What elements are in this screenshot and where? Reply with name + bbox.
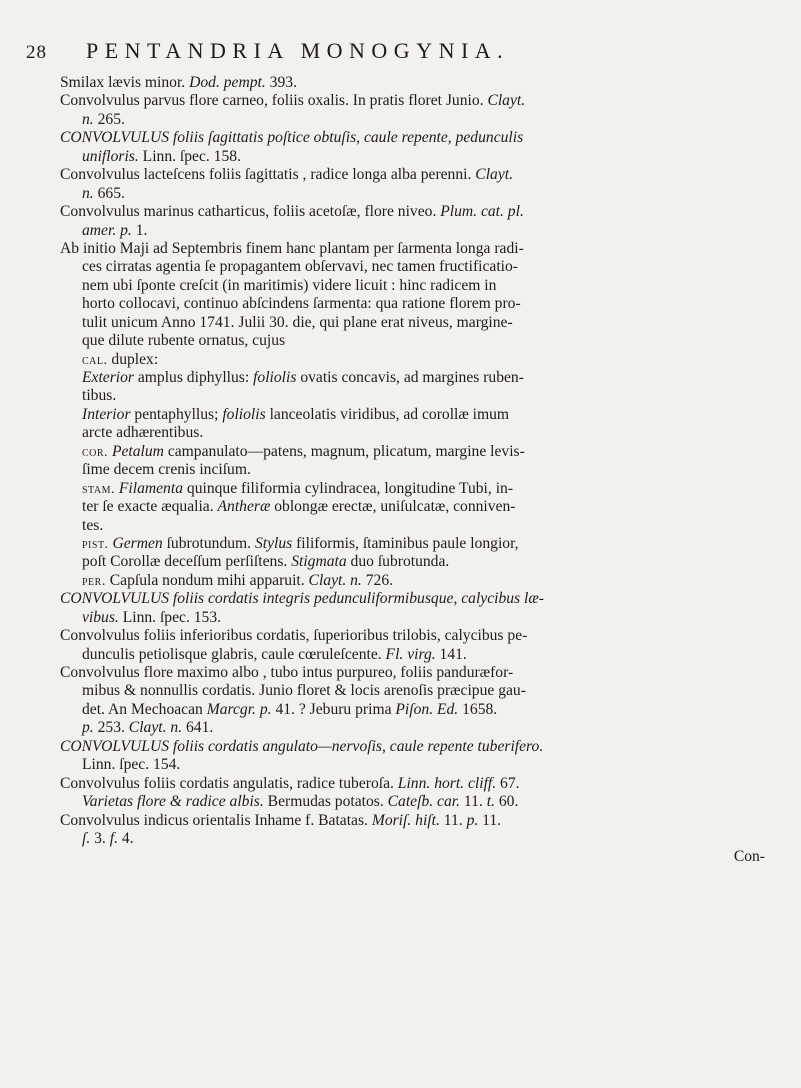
text-segment: , [447, 129, 456, 147]
text-segment: mibus & nonnullis cordatis. Junio floret & locis arenoſis præcipue gau- [82, 682, 526, 700]
text-segment: filiformis, ſtaminibus paule longior, [292, 534, 519, 552]
italic-text: Moriſ. hiſt. [371, 811, 440, 829]
text-segment: 11. [478, 811, 502, 829]
italic-text: Dod. pempt. [189, 74, 266, 91]
text-line [60, 369, 765, 387]
italic-text: CONVOLVULUS [60, 129, 169, 147]
text-line [60, 830, 765, 848]
italic-text: Varietas flore & radice albis. [82, 793, 264, 811]
italic-text: vibus. [82, 608, 119, 626]
text-segment: Convolvulus lacteſcens foliis ſagittatis , radice longa alba perenni. [60, 166, 476, 184]
text-segment: , [356, 129, 364, 147]
italic-text: f. [109, 829, 118, 847]
italic-text: foliis ſagittatis poſtice obtuſis [169, 129, 357, 147]
text-segment: Convolvulus parvus flore carneo, foliis oxalis. In pratis floret Junio. [60, 92, 488, 110]
italic-text: caule repente tuberifero. [389, 737, 544, 755]
text-line [60, 793, 765, 811]
italic-text: Fl. virg. [385, 645, 436, 663]
smallcaps-label: pist. [82, 536, 109, 552]
text-segment: Ab initio Maji ad Septembris finem hanc plantam per ſarmenta longa radi- [60, 239, 524, 257]
text-segment: ſubrotundum. [162, 534, 255, 552]
text-line [60, 627, 765, 645]
text-segment: tes. [82, 516, 104, 534]
text-segment: 4. [117, 829, 134, 847]
text-line [60, 664, 765, 682]
text-segment: nem ubi ſponte creſcit (in maritimis) videre licuit : hinc radicem in [82, 276, 497, 294]
text-segment: ces cirratas agentia ſe propagantem obſervavi, nec tamen fructificatio- [82, 258, 518, 276]
text-line [60, 277, 765, 295]
text-line [60, 498, 765, 516]
text-segment: tibus. [82, 387, 117, 405]
text-line [60, 258, 765, 276]
text-line [60, 646, 765, 664]
text-line [60, 775, 765, 793]
text-segment: Convolvulus marinus catharticus, foliis acetoſæ, flore niveo. [60, 203, 441, 221]
italic-text: CONVOLVULUS [60, 590, 169, 608]
text-segment: 726. [361, 571, 394, 589]
text-segment: 11. [460, 793, 487, 811]
text-segment: ovatis concavis, ad margines ruben- [296, 369, 524, 386]
italic-text: Clayt. n. [128, 719, 183, 737]
text-segment: ter ſe exacte æqualia. [82, 498, 218, 516]
italic-text: Marcgr. p. [206, 700, 272, 718]
text-line [60, 553, 765, 571]
text-segment: 1658. [458, 700, 498, 718]
text-segment: campanulato—patens, magnum, plicatum, margine levis- [163, 442, 525, 460]
text-segment: Convolvulus foliis cordatis angulatis, radice tuberoſa. [60, 774, 398, 792]
page-body [60, 74, 765, 867]
text-line [60, 701, 765, 719]
text-segment: quinque filiformia cylindracea, longitudine Tubi, in- [183, 479, 514, 497]
text-segment: duplex: [107, 350, 159, 368]
page-number: 28 [26, 42, 47, 63]
text-line [60, 461, 765, 479]
text-segment: Capſula nondum mihi apparuit. [105, 571, 309, 589]
text-line [60, 682, 765, 700]
text-segment: Convolvulus foliis inferioribus cordatis, ſuperioribus trilobis, calycibus pe- [60, 627, 528, 645]
italic-text: Clayt. n. [308, 571, 362, 589]
italic-text: foliis cordatis angulato—nervoſis [169, 737, 382, 755]
text-segment: Linn. ſpec. 158. [138, 147, 241, 165]
text-line [60, 572, 765, 590]
text-line [60, 517, 765, 535]
text-line [60, 148, 765, 166]
text-segment: 60. [494, 793, 519, 811]
italic-text: p. [466, 811, 479, 829]
text-line [60, 738, 765, 756]
text-segment: Linn. ſpec. 153. [118, 608, 222, 626]
italic-text: amer. p. [82, 221, 132, 239]
italic-text: foliolis [253, 369, 297, 386]
italic-text: n. [82, 184, 94, 202]
text-segment: 253. [93, 719, 129, 737]
text-segment: dunculis petiolisque glabris, caule cœruleſcente. [82, 645, 386, 663]
text-segment: lanceolatis viridibus, ad corollæ imum [265, 405, 510, 423]
italic-text: Antheræ [217, 498, 271, 516]
italic-text: Linn. hort. cliff. [397, 774, 497, 792]
italic-text: pedunculis [455, 129, 524, 147]
text-line [60, 609, 765, 627]
text-segment: amplus diphyllus: [133, 369, 254, 386]
italic-text: foliolis [222, 405, 266, 423]
text-segment: ſime decem crenis inciſum. [82, 461, 251, 479]
italic-text: Germen [112, 534, 163, 552]
italic-text: Interior [82, 405, 131, 423]
italic-text: p. [82, 719, 94, 737]
text-line [60, 203, 765, 221]
running-title: PENTANDRIA MONOGYNIA. [86, 38, 510, 63]
text-line [60, 332, 765, 350]
smallcaps-label: per. [82, 573, 106, 589]
italic-text: Stigmata [291, 553, 347, 571]
text-line [60, 166, 765, 184]
page-header [26, 38, 766, 72]
text-line [60, 387, 765, 405]
italic-text: Clayt. [487, 92, 526, 110]
italic-text: calycibus læ- [461, 590, 544, 608]
text-segment: duo ſubrotunda. [346, 553, 450, 571]
text-line [60, 406, 765, 424]
italic-text: CONVOLVULUS [60, 737, 169, 755]
text-line [60, 185, 765, 203]
italic-text: caule repente [363, 129, 448, 147]
text-segment: tulit unicum Anno 1741. Julii 30. die, qui plane erat niveus, margine- [82, 313, 513, 331]
text-segment: que dilute rubente ornatus, cujus [82, 332, 286, 350]
text-line [60, 295, 765, 313]
text-line [60, 314, 765, 332]
text-segment: 393. [265, 74, 297, 91]
text-line [60, 590, 765, 608]
text-line [60, 480, 765, 498]
italic-text: n. [82, 110, 94, 128]
text-line [60, 535, 765, 553]
text-segment: Convolvulus flore maximo albo , tubo intus purpureo, foliis panduræfor- [60, 664, 514, 681]
text-segment: 641. [182, 719, 214, 737]
italic-text: foliis cordatis integris pedunculiformibusque [169, 590, 454, 608]
text-segment: arcte adhærentibus. [82, 424, 204, 442]
text-segment: poſt Corollæ deceſſum perſiſtens. [82, 553, 292, 571]
text-segment: det. An Mechoacan [82, 700, 207, 718]
text-line [60, 812, 765, 830]
text-segment: 67. [496, 774, 520, 792]
italic-text: Exterior [82, 369, 134, 386]
text-line [60, 92, 765, 110]
italic-text: Plum. cat. pl. [440, 203, 524, 221]
text-segment: oblongæ erectæ, uniſulcatæ, conniven- [270, 498, 516, 516]
text-segment: 265. [93, 110, 125, 128]
text-segment: pentaphyllus; [130, 405, 223, 423]
text-segment: 665. [93, 184, 125, 202]
text-segment: 3. [90, 829, 110, 847]
text-segment: , [453, 590, 462, 608]
text-line [60, 111, 765, 129]
text-line [60, 351, 765, 369]
text-segment: 11. [439, 811, 467, 829]
text-line [60, 756, 765, 774]
italic-text: Petalum [111, 442, 164, 460]
smallcaps-label: cal. [82, 352, 108, 368]
text-segment: Linn. ſpec. 154. [82, 756, 181, 774]
italic-text: ſ. [82, 829, 91, 847]
italic-text: Stylus [254, 534, 293, 552]
smallcaps-label: stam. [82, 481, 115, 497]
italic-text: Clayt. [475, 166, 513, 184]
text-segment: , [381, 737, 390, 755]
text-segment: Smilax lævis minor. [60, 74, 190, 91]
text-segment: horto collocavi, continuo abſcindens ſarmenta: qua ratione florem pro- [82, 295, 521, 313]
italic-text: Piſon. Ed. [395, 700, 459, 718]
smallcaps-label: cor. [82, 444, 109, 460]
catchword: Con- [733, 848, 765, 866]
text-segment: 141. [435, 645, 467, 663]
text-line [60, 719, 765, 737]
text-line [60, 74, 765, 92]
text-segment: Convolvulus indicus orientalis Inhame f. Batatas. [60, 811, 372, 829]
text-line [60, 424, 765, 442]
italic-text: t. [486, 793, 495, 811]
text-line [60, 129, 765, 147]
text-line [60, 222, 765, 240]
text-segment: Bermudas potatos. [263, 793, 388, 811]
text-segment: 1. [131, 221, 148, 239]
italic-text: unifloris. [82, 147, 139, 165]
italic-text: Filamenta [118, 479, 183, 497]
text-line [60, 443, 765, 461]
text-line [60, 240, 765, 258]
text-segment: 41. ? Jeburu prima [271, 700, 396, 718]
italic-text: Cateſb. car. [387, 793, 460, 811]
